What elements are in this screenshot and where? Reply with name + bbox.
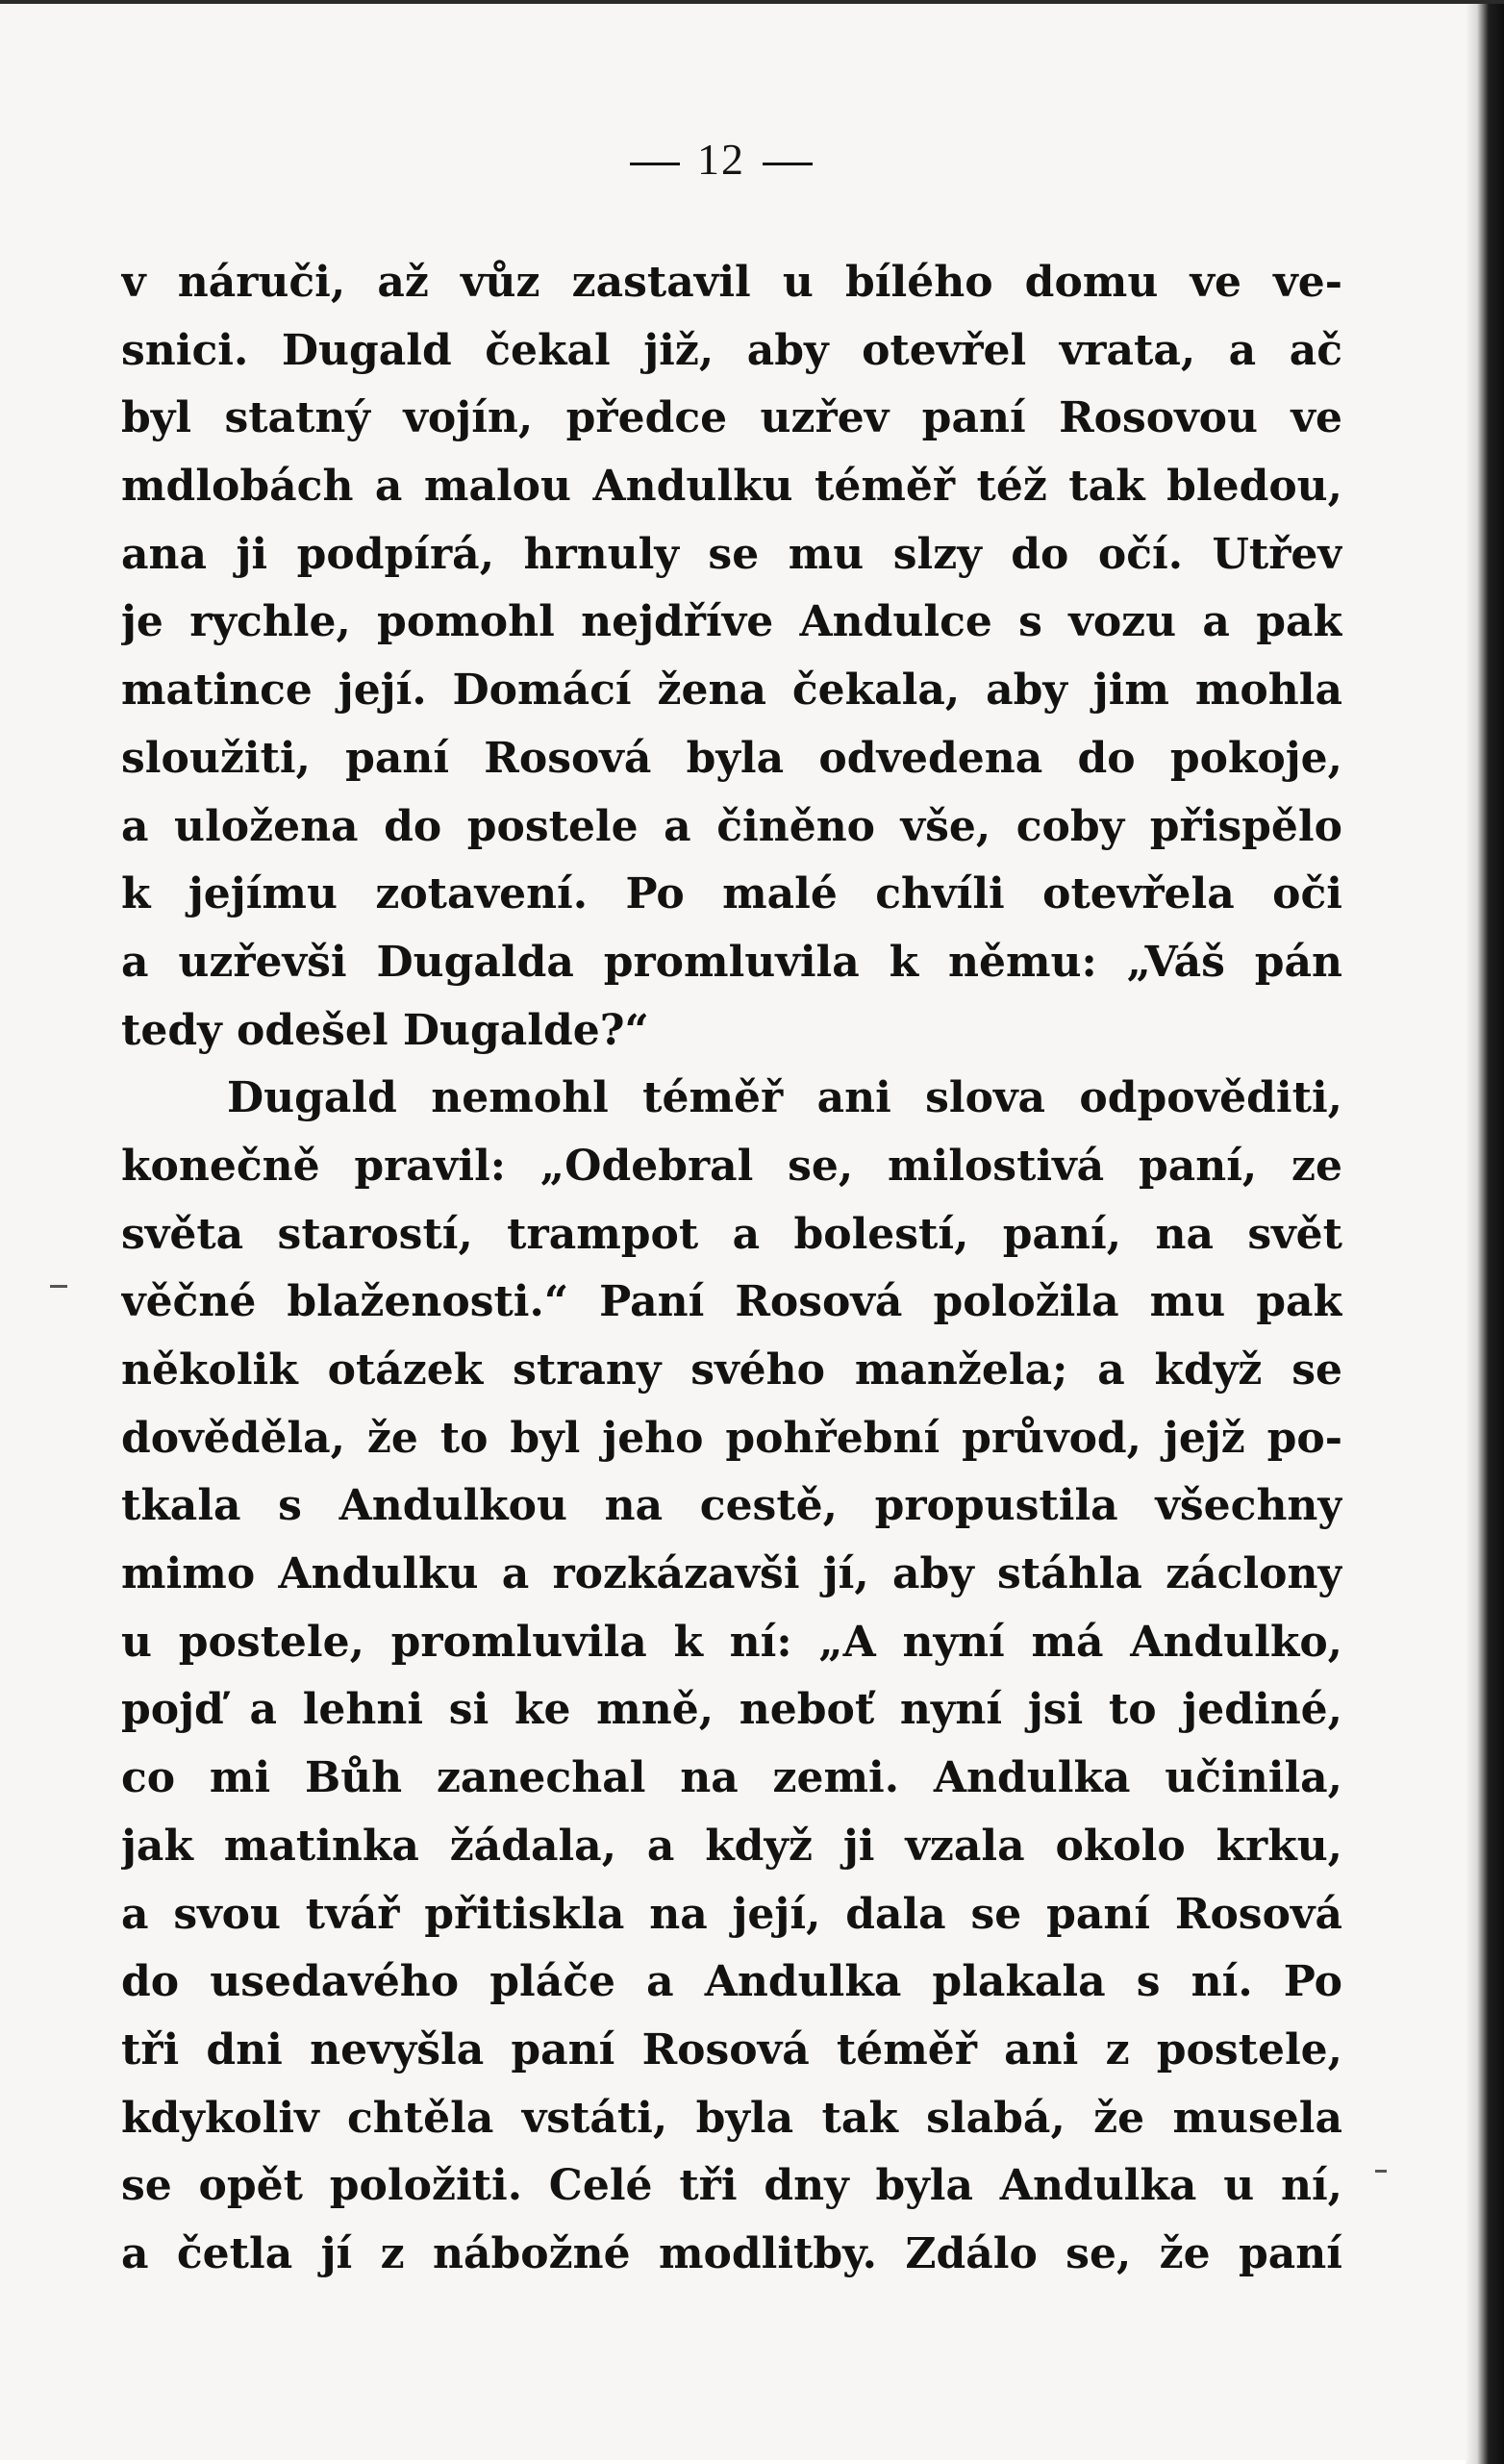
text-line: a četla jí z nábožné modlitby. Zdálo se, že paní (121, 2228, 1342, 2278)
text-line: sloužiti, paní Rosová byla odvedena do pokoje, (121, 733, 1342, 783)
text-line: věčné blaženosti.“ Paní Rosová položila mu pak (121, 1277, 1342, 1327)
text-line: pojď a lehni si ke mně, neboť nyní jsi to jediné, (121, 1685, 1342, 1735)
margin-mark (1375, 2170, 1387, 2173)
page-number (0, 134, 1442, 185)
text-line: a uložena do postele a činěno vše, coby přispělo (121, 801, 1342, 851)
text-line: kdykoliv chtěla vstáti, byla tak slabá, že musela (121, 2093, 1342, 2143)
text-line: u postele, promluvila k ní: „A nyní má Andulko, (121, 1617, 1342, 1667)
text-line: je rychle, pomohl nejdříve Andulce s vozu a pak (121, 597, 1342, 647)
text-line: dověděla, že to byl jeho pohřební průvod, jejž po- (121, 1413, 1342, 1463)
text-line: jak matinka žádala, a když ji vzala okolo krku, (121, 1821, 1342, 1871)
text-line: do usedavého pláče a Andulka plakala s ní. Po (121, 1957, 1342, 2007)
text-line: ana ji podpírá, hrnuly se mu slzy do očí. Utřev (121, 529, 1342, 579)
text-line: snici. Dugald čekal již, aby otevřel vrata, a ač (121, 325, 1342, 375)
text-line: tedy odešel Dugalde?“ (121, 1005, 649, 1055)
margin-mark (50, 1285, 67, 1288)
text-line: k jejímu zotavení. Po malé chvíli otevřela oči (121, 869, 1342, 919)
text-line: mimo Andulku a rozkázavši jí, aby stáhla záclony (121, 1549, 1342, 1599)
text-line: co mi Bůh zanechal na zemi. Andulka učinila, (121, 1753, 1342, 1803)
body-text (121, 249, 1342, 2289)
book-spine-edge (1466, 4, 1504, 2464)
text-line: a uzřevši Dugalda promluvila k němu: „Váš pán (121, 937, 1342, 987)
text-line: mdlobách a malou Andulku téměř též tak bledou, (121, 462, 1342, 512)
page-number-value: 12 (697, 135, 745, 184)
text-line: matince její. Domácí žena čekala, aby jim mohla (121, 666, 1342, 716)
text-line: několik otázek strany svého manžela; a když se (121, 1345, 1342, 1395)
text-line: konečně pravil: „Odebral se, milostivá paní, ze (121, 1141, 1342, 1191)
text-line: tři dni nevyšla paní Rosová téměř ani z postele, (121, 2024, 1342, 2074)
text-line: Dugald nemohl téměř ani slova odpověditi, (227, 1073, 1342, 1123)
text-line: v náruči, až vůz zastavil u bílého domu ve ve- (121, 258, 1342, 307)
text-line: se opět položiti. Celé tři dny byla Andulka u ní, (121, 2161, 1342, 2211)
page-number-dash-right (763, 163, 813, 165)
text-line: světa starostí, trampot a bolestí, paní, na svět (121, 1209, 1342, 1259)
text-line: byl statný vojín, předce uzřev paní Rosovou ve (121, 393, 1342, 443)
text-line: a svou tvář přitiskla na její, dala se paní Rosová (121, 1889, 1342, 1939)
text-line: tkala s Andulkou na cestě, propustila všechny (121, 1481, 1342, 1531)
page-number-dash-left (630, 163, 680, 165)
